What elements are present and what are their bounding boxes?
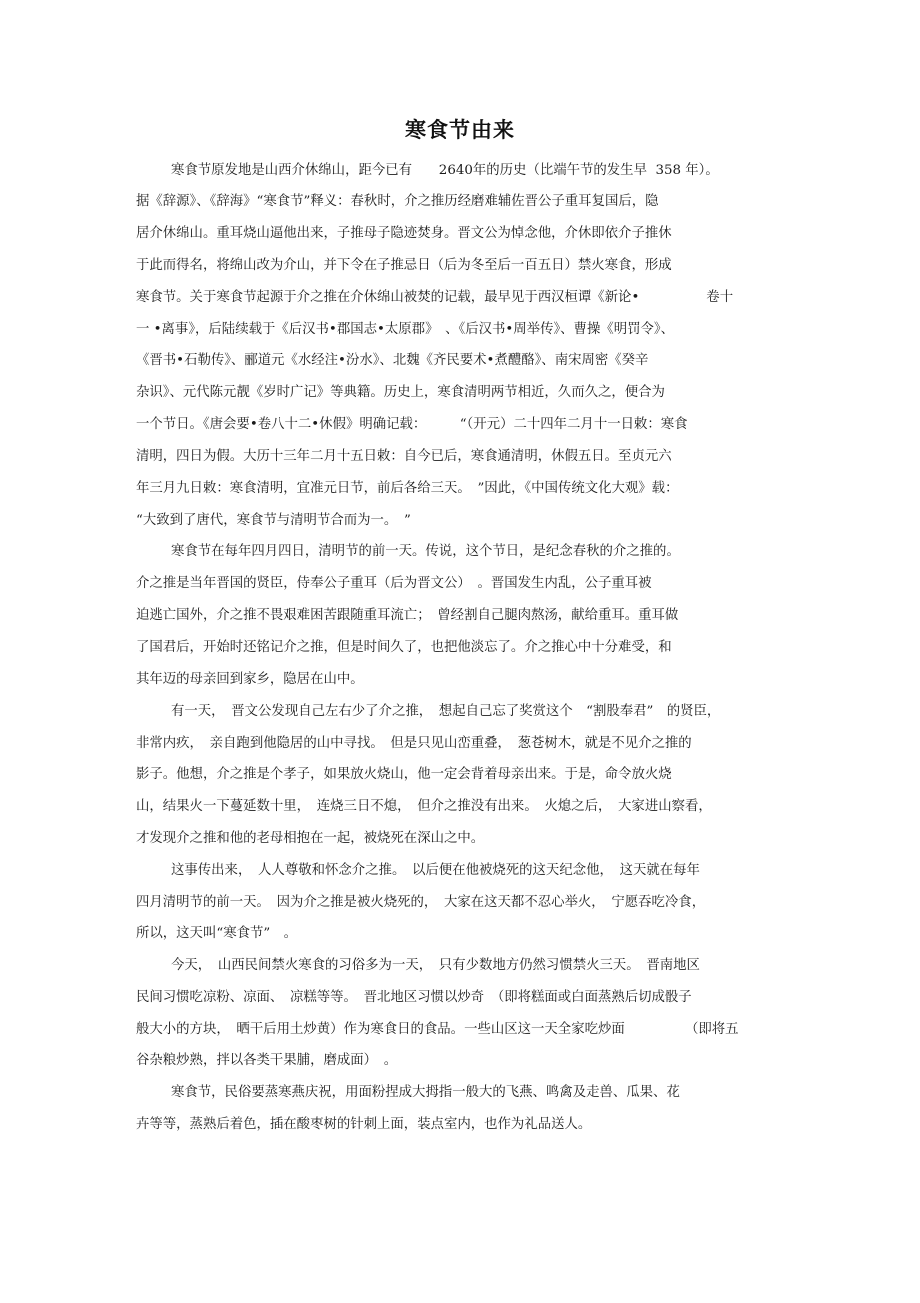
text-line: 了国君后，开始时还铭记介之推，但是时间久了，也把他淡忘了。介之推心中十分难受，和: [136, 640, 672, 655]
text-line: 其年迈的母亲回到家乡，隐居在山中。: [136, 672, 364, 687]
text-line: 年三月九日敕：寒食清明，宜准元日节，前后各给三天。 ”因此，《中国传统文化大观》载：: [136, 481, 679, 496]
text-line: 民间习惯吃凉粉、凉面、 凉糕等等。 晋北地区习惯以炒奇 （即将糕面或白面蒸熟后切成骰子: [136, 990, 692, 1005]
text-line: 清明，四日为假。大历十三年二月十五日敕：自今已后，寒食通清明，休假五日。至贞元六: [136, 449, 672, 464]
text-line: 今天， 山西民间禁火寒食的习俗多为一天， 只有少数地方仍然习惯禁火三天。 晋南地区: [171, 958, 700, 973]
text-line: 一个节日。《唐会要•卷八十二•休假》明确记载： “（开元）二十四年二月十一日敕：寒食: [136, 417, 688, 432]
text-line: 寒食节。关于寒食节起源于介之推在介休绵山被焚的记载，最早见于西汉桓谭《新论• 卷十: [136, 290, 734, 305]
text-line: 《晋书•石勒传》、郦道元《水经注•汾水》、北魏《齐民要术•煮醴酪》、南宋周密《癸辛: [136, 353, 649, 368]
text-line: 影子。他想，介之推是个孝子，如果放火烧山，他一定会背着母亲出来。于是，命令放火烧: [136, 767, 672, 782]
text-line: 山，结果火一下蔓延数十里， 连烧三日不熄， 但介之推没有出来。 火熄之后， 大家进山察看，: [136, 799, 712, 814]
text-line: 迫逃亡国外，介之推不畏艰难困苦跟随重耳流亡； 曾经割自己腿肉熬汤，献给重耳。重耳做: [136, 608, 679, 623]
text-line: 据《辞源》、《辞海》“寒食节”释义：春秋时，介之推历经磨难辅佐晋公子重耳复国后，隐: [136, 194, 659, 209]
text-line: 寒食节在每年四月四日，清明节的前一天。传说，这个节日，是纪念春秋的介之推的。: [171, 544, 680, 559]
text-line: 杂识》、元代陈元靓《岁时广记》等典籍。历史上，寒食清明两节相近，久而久之，便合为: [136, 385, 665, 400]
text-line: 于此而得名，将绵山改为介山，并下令在子推忌日（后为冬至后一百五日）禁火寒食，形成: [136, 258, 672, 273]
text-line: 一 •离事》，后陆续载于《后汉书•郡国志•太原郡》 、《后汉书•周举传》、曹操《明罚令》、: [136, 322, 674, 337]
text-line: 介之推是当年晋国的贤臣，侍奉公子重耳（后为晋文公） 。晋国发生内乱，公子重耳被: [136, 576, 652, 591]
text-line: 非常内疚， 亲自跑到他隐居的山中寻找。 但是只见山峦重叠， 葱苍树木，就是不见介之推的: [136, 736, 692, 751]
text-line: 四月清明节的前一天。 因为介之推是被火烧死的， 大家在这天都不忍心举火， 宁愿吞吃冷食，: [136, 895, 706, 910]
text-line: 这事传出来， 人人尊敬和怀念介之推。 以后便在他被烧死的这天纪念他， 这天就在每年: [171, 863, 700, 878]
text-line: 谷杂粮炒熟，拌以各类干果脯，磨成面） 。: [136, 1053, 398, 1068]
text-line: 卉等等，蒸熟后着色，插在酸枣树的针刺上面，装点室内，也作为礼品送人。: [136, 1117, 592, 1132]
text-line: 所以，这天叫“寒食节” 。: [136, 926, 297, 941]
text-line: 般大小的方块， 晒干后用土炒黄）作为寒食日的食品。一些山区这一天全家吃炒面 （即将五: [136, 1022, 739, 1037]
text-line: 有一天， 晋文公发现自己左右少了介之推， 想起自己忘了奖赏这个 “割股奉君” 的贤臣，: [171, 704, 721, 719]
text-line: 居介休绵山。重耳烧山逼他出来，子推母子隐迹焚身。晋文公为悼念他，介休即依介子推休: [136, 226, 672, 241]
text-line: 才发现介之推和他的老母相抱在一起，被烧死在深山之中。: [136, 831, 485, 846]
text-line: 寒食节原发地是山西介休绵山，距今已有 2640年的历史（比端午节的发生早 358 年）。: [171, 163, 719, 178]
text-line: 寒食节，民俗要蒸寒燕庆祝，用面粉捏成大拇指一般大的飞燕、鸣禽及走兽、瓜果、花: [171, 1085, 680, 1100]
document-title: 寒食节由来: [405, 118, 515, 142]
text-line: “大致到了唐代，寒食节与清明节合而为一。 ”: [136, 513, 411, 528]
